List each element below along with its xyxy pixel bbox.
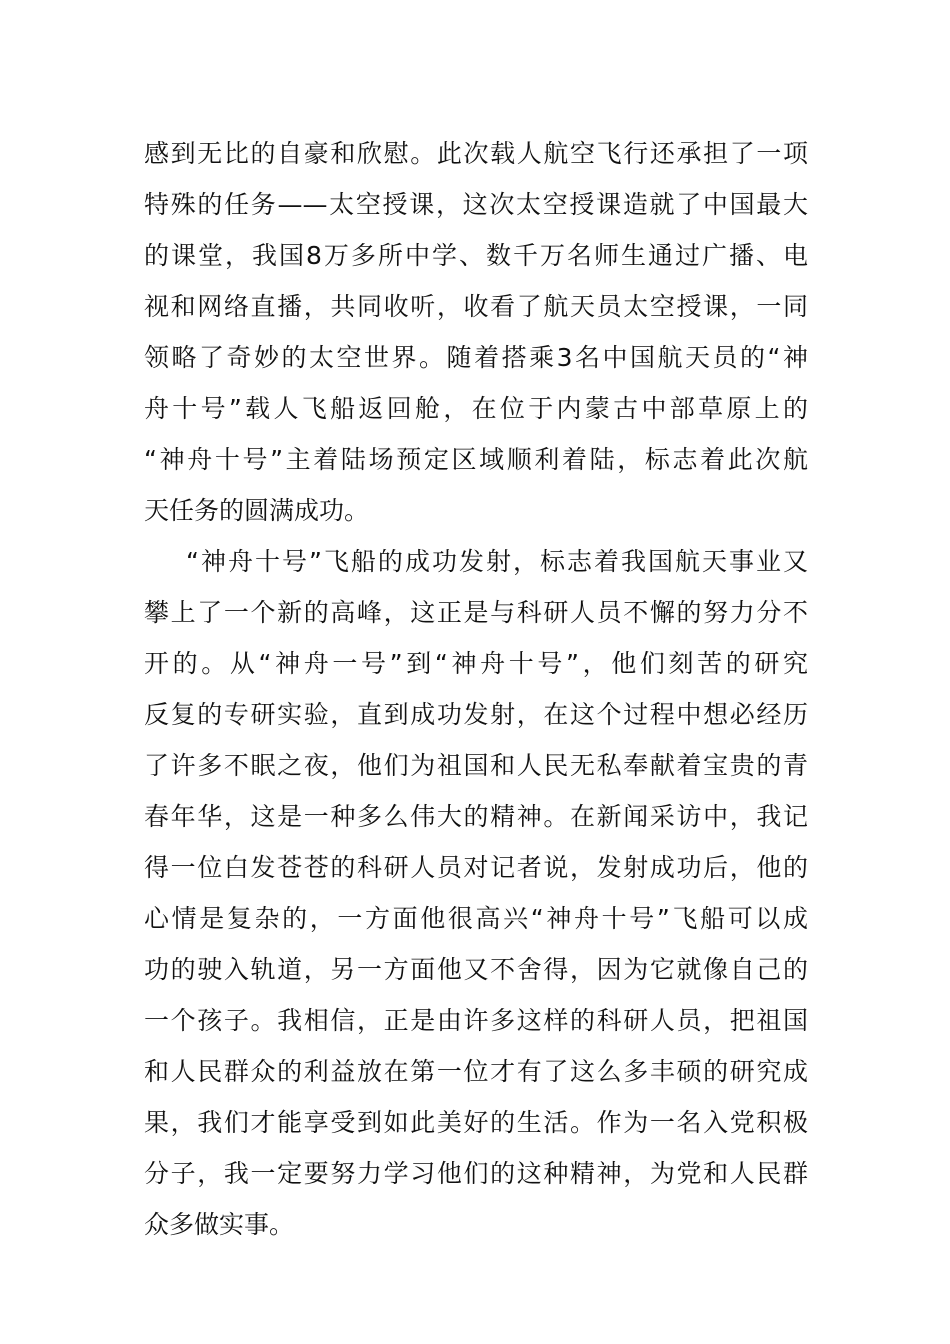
paragraph-2-line: 了许多不眠之夜，他们为祖国和人民无私奉献着宝贵的青: [144, 751, 808, 780]
paragraph-2-line: 果，我们才能享受到如此美好的生活。作为一名入党积极: [144, 1108, 808, 1137]
paragraph-1-line: 感到无比的自豪和欣慰。此次载人航空飞行还承担了一项: [144, 139, 808, 168]
paragraph-1: [144, 131, 808, 539]
paragraph-2-line: 众多做实事。: [144, 1210, 295, 1239]
paragraph-2-line: 反复的专研实验，直到成功发射，在这个过程中想必经历: [144, 700, 808, 729]
paragraph-1-line: 天任务的圆满成功。: [144, 496, 370, 525]
paragraph-2-line: 心情是复杂的，一方面他很高兴“神舟十号”飞船可以成: [144, 904, 808, 933]
paragraph-1-line: 领略了奇妙的太空世界。随着搭乘3名中国航天员的“神: [144, 343, 808, 372]
paragraph-1-line: 的课堂，我国8万多所中学、数千万名师生通过广播、电: [144, 241, 808, 270]
paragraph-2-line: 分子，我一定要努力学习他们的这种精神，为党和人民群: [144, 1159, 808, 1188]
paragraph-2-line: 春年华，这是一种多么伟大的精神。在新闻采访中，我记: [144, 802, 808, 831]
paragraph-1-line: 舟十号”载人飞船返回舱，在位于内蒙古中部草原上的: [144, 394, 808, 423]
paragraph-1-line: “神舟十号”主着陆场预定区域顺利着陆，标志着此次航: [144, 445, 808, 474]
paragraph-2-line: “神舟十号”飞船的成功发射，标志着我国航天事业又: [186, 547, 808, 576]
paragraph-1-line: 特殊的任务——太空授课，这次太空授课造就了中国最大: [144, 190, 808, 219]
paragraph-1-line: 视和网络直播，共同收听，收看了航天员太空授课，一同: [144, 292, 808, 321]
paragraph-2-line: 攀上了一个新的高峰，这正是与科研人员不懈的努力分不: [144, 598, 808, 627]
paragraph-2-line: 功的驶入轨道，另一方面他又不舍得，因为它就像自己的: [144, 955, 808, 984]
paragraph-2-line: 一个孩子。我相信，正是由许多这样的科研人员，把祖国: [144, 1006, 808, 1035]
document-body: [144, 131, 808, 1253]
paragraph-2-line: 得一位白发苍苍的科研人员对记者说，发射成功后，他的: [144, 853, 808, 882]
paragraph-2-line: 和人民群众的利益放在第一位才有了这么多丰硕的研究成: [144, 1057, 808, 1086]
paragraph-2: [144, 539, 808, 1253]
paragraph-2-line: 开的。从“神舟一号”到“神舟十号”，他们刻苦的研究: [144, 649, 808, 678]
